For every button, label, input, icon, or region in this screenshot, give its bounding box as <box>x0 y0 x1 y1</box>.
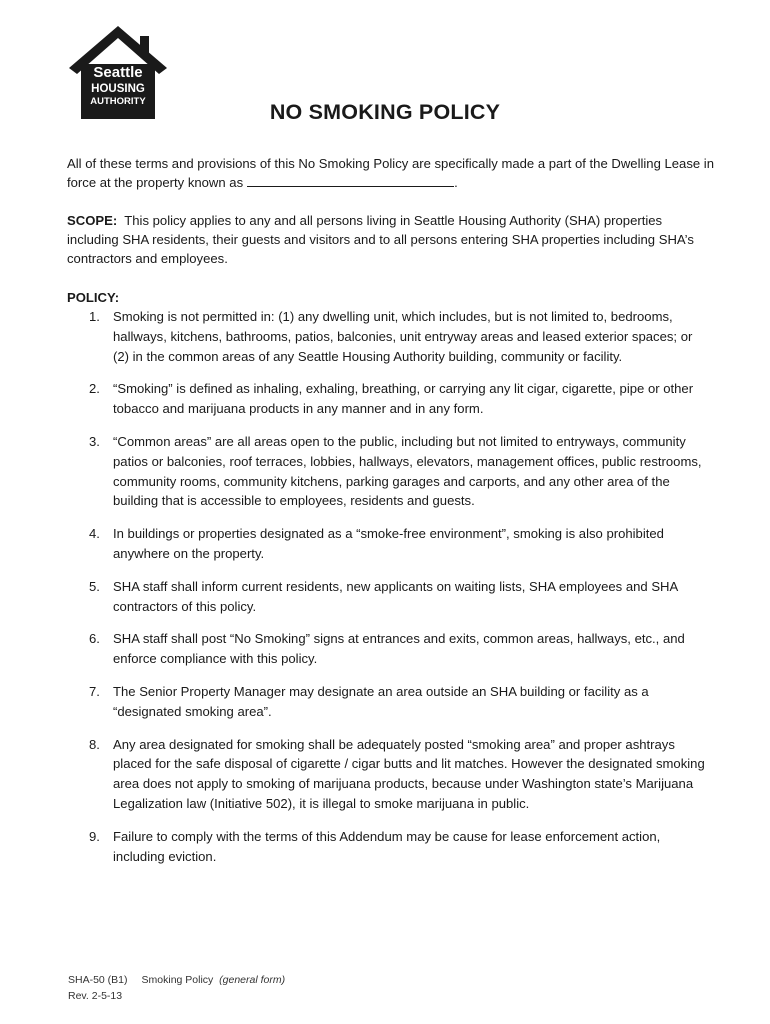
policy-item <box>67 629 707 669</box>
policy-item-text: Any area designated for smoking shall be adequately posted “smoking area” and proper ashtrays placed for the safe disposal of cigarette / cigar butts and lit matches. However the designated smoking area does not apply to smoking of marijuana products, because under Washington state’s Marijuana Legalization law (Initiative 502), it is illegal to smoke marijuana in public. <box>113 736 705 811</box>
policy-item <box>67 577 707 617</box>
scope-label: SCOPE: <box>67 213 118 228</box>
policy-heading: POLICY: <box>67 290 120 305</box>
policy-item-text: The Senior Property Manager may designate an area outside an SHA building or facility as a “designated smoking area”. <box>113 683 649 719</box>
property-name-blank <box>247 174 454 187</box>
footer-form-name: Smoking Policy <box>141 974 214 986</box>
intro-text: All of these terms and provisions of this No Smoking Policy are specifically made a part of the Dwelling Lease in force at the property known as <box>67 156 714 191</box>
scope-paragraph <box>67 211 717 269</box>
policy-item-number: 8. <box>89 736 100 752</box>
page-footer <box>68 972 285 1004</box>
policy-item-number: 5. <box>89 578 100 594</box>
footer-form-code: SHA-50 (B1) <box>68 974 128 986</box>
footer-form-line <box>68 972 285 988</box>
policy-item <box>67 432 707 511</box>
policy-item-number: 9. <box>89 828 100 844</box>
policy-item-number: 6. <box>89 631 100 647</box>
policy-item-number: 2. <box>89 381 100 397</box>
page-title: NO SMOKING POLICY <box>269 100 501 124</box>
logo-text-seattle: Seattle <box>93 64 143 81</box>
scope-text: This policy applies to any and all persons living in Seattle Housing Authority (SHA) properties including SHA residents, their guests and visitors and to all persons entering SHA properties including SHA’s contractors and employees. <box>67 213 694 267</box>
policy-item-number: 3. <box>89 433 100 449</box>
policy-item-text: SHA staff shall post “No Smoking” signs at entrances and exits, common areas, hallways, etc., and enforce compliance with this policy. <box>113 631 685 667</box>
policy-item <box>67 524 707 564</box>
policy-item <box>67 307 707 366</box>
policy-item-text: “Common areas” are all areas open to the public, including but not limited to entryways, community patios or balconies, roof terraces, lobbies, hallways, elevators, management offices, public restrooms, community rooms, community kitchens, parking garages and carports, and any other area of the building that is accessible to employees, residents and guests. <box>113 433 702 509</box>
policy-item-text: SHA staff shall inform current residents, new applicants on waiting lists, SHA employees and SHA contractors of this policy. <box>113 578 678 614</box>
policy-item-text: Smoking is not permitted in: (1) any dwelling unit, which includes, but is not limited to, bedrooms, hallways, kitchens, bathrooms, patios, balconies, unit entryway areas and leased exterior spaces; or (2) in the common areas of any Seattle Housing Authority building, community or facility. <box>113 309 693 364</box>
policy-item <box>67 682 707 722</box>
policy-item-text: “Smoking” is defined as inhaling, exhaling, breathing, or carrying any lit cigar, cigarette, pipe or other tobacco and marijuana products in any manner and in any form. <box>113 381 694 417</box>
policy-item <box>67 379 707 419</box>
footer-form-type: (general form) <box>219 974 286 986</box>
policy-item-number: 1. <box>89 309 100 324</box>
logo-text-housing: HOUSING <box>91 83 145 95</box>
intro-end: . <box>454 175 458 191</box>
policy-item-text: In buildings or properties designated as a “smoke-free environment”, smoking is also prohibited anywhere on the property. <box>113 526 664 561</box>
policy-item-number: 4. <box>89 526 100 542</box>
logo-text-authority: AUTHORITY <box>90 96 146 107</box>
policy-list <box>67 307 707 879</box>
footer-revision: Rev. 2-5-13 <box>68 990 123 1002</box>
policy-item-number: 7. <box>89 683 100 699</box>
policy-item <box>67 735 707 814</box>
intro-paragraph <box>67 154 717 192</box>
policy-item-text: Failure to comply with the terms of this Addendum may be cause for lease enforcement action, including eviction. <box>113 828 661 864</box>
policy-item <box>67 827 707 867</box>
